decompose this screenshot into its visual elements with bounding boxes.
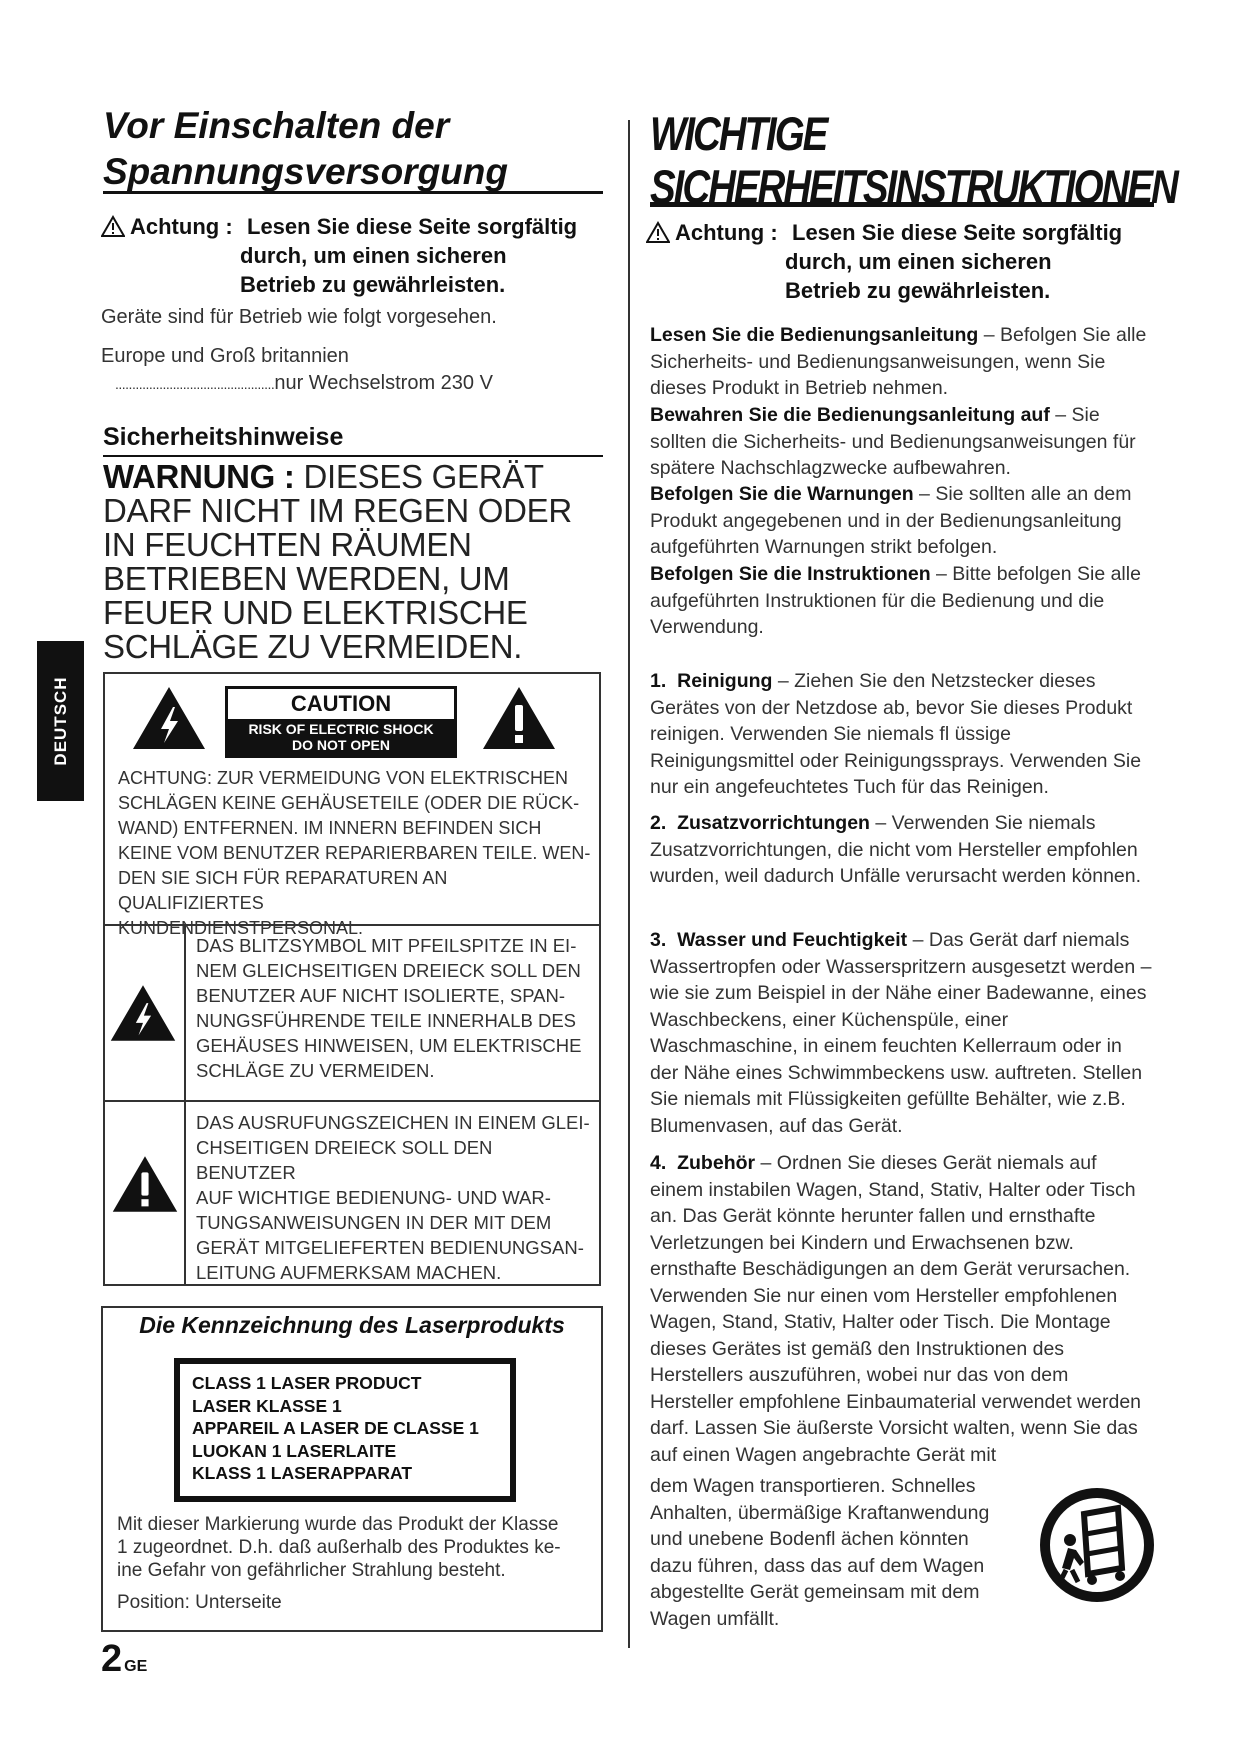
laser-description	[117, 1513, 597, 1582]
numbered-item	[650, 1150, 1155, 1468]
caution-label	[225, 686, 457, 758]
right-attention-label: Achtung :	[675, 220, 778, 245]
column-divider	[628, 120, 630, 1648]
numbered-item	[650, 927, 1155, 1139]
numbered-item-continuation	[650, 1473, 1010, 1632]
numbered-item	[650, 810, 1155, 890]
exclamation-text-line: AUF WICHTIGE BEDIENUNG- UND WAR-	[196, 1187, 551, 1208]
lightning-triangle-icon	[109, 983, 177, 1043]
warning-line: DIESES GERÄT	[303, 458, 544, 495]
caution-label-warning	[228, 719, 454, 755]
intended-use: Geräte sind für Betrieb wie folgt vorgesehen.	[101, 306, 497, 328]
laser-label-line: CLASS 1 LASER PRODUCT	[192, 1373, 422, 1393]
laser-desc-line: ine Gefahr von gefährlicher Strahlung besteht.	[117, 1560, 506, 1581]
item-text: – Ordnen Sie dieses Gerät niemals auf einem instabilen Wagen, Stand, Stativ, Halter oder Tisch an. Das Gerät könnte herunter fallen und ernsthafte Verletzungen bei Kindern und Erwachsenen bzw. ernsthafte Beschädigungen an dem Gerät verursachen. Verwenden Sie nur einen vom Hersteller empfohlenen Wagen, Stand, Stativ, Halter oder Tisch. Die Montage dieses Gerätes ist gemäß den Instruktionen des Herstellers auszuführen, wobei nur das von dem Hersteller empfohlene Einbaumaterial verwendet werden darf. Lassen Sie äußerste Vorsicht walten, wenn Sie das auf einen Wagen angebrachte Gerät mit	[650, 1152, 1142, 1466]
item-number: 2.	[650, 812, 667, 834]
page-number-value: 2	[101, 1638, 123, 1680]
item-text: – Das Gerät darf niemals Wassertropfen oder Wasserspritzern ausgesetzt werden – wie sie zum Beispiel in der Nähe einer Badewanne, eines Waschbeckens, einer Küchenspüle, einer Waschmaschine, in einem feuchten Kellerraum oder in der Nähe eines Schwimmbeckens usw. auftreten. Stellen Sie niemals mit Flüssigkeiten gefüllte Behälter, wie z.B. Blumenvasen, auf das Gerät.	[650, 929, 1152, 1137]
page-number-suffix: GE	[124, 1658, 148, 1675]
right-title	[650, 107, 1177, 213]
paragraph-text: – Bitte befolgen Sie alle aufgeführten Instruktionen für die Bedienung und die Verwendung.	[650, 563, 1141, 638]
safety-rule	[103, 455, 603, 457]
left-attention-line2: durch, um einen sicheren	[240, 243, 507, 268]
paragraph-head: Befolgen Sie die Instruktionen	[650, 563, 931, 585]
laser-desc-line: 1 zugeordnet. D.h. daß außerhalb des Produktes ke-	[117, 1537, 561, 1558]
item-head: Zubehör	[677, 1152, 756, 1174]
left-title	[103, 103, 603, 195]
caution-text-line: ACHTUNG: ZUR VERMEIDUNG VON ELEKTRISCHEN	[118, 768, 569, 788]
item-number: 4.	[650, 1152, 667, 1174]
instruction-paragraph	[650, 481, 1155, 561]
numbered-item	[650, 668, 1155, 801]
lightning-explanation	[196, 933, 596, 1083]
instruction-paragraph	[650, 561, 1155, 641]
paragraph-text: – Befolgen Sie alle Sicherheits- und Bedienungsanweisungen, wenn Sie dieses Produkt in Betrieb nehmen.	[650, 324, 1147, 399]
caution-text-line: KEINE VOM BENUTZER REPARIERBAREN TEILE. WEN-	[118, 843, 591, 863]
warning-line: SCHLÄGE ZU VERMEIDEN.	[103, 628, 523, 665]
lightning-text-line: GEHÄUSES HINWEISEN, UM ELEKTRISCHE	[196, 1035, 582, 1056]
instruction-paragraph	[650, 402, 1155, 482]
instruction-paragraph	[650, 322, 1155, 402]
power-dots: ...............................................	[115, 376, 275, 392]
caution-text-line: DEN SIE SICH FÜR REPARATUREN AN QUALIFIZIERTES	[118, 868, 448, 913]
page-number	[101, 1638, 147, 1681]
warning-triangle-icon	[101, 215, 125, 237]
icon-column-divider	[184, 924, 186, 1286]
side-tab-label: DEUTSCH	[50, 676, 70, 766]
paragraph-text: – Sie sollten alle an dem Produkt angegebenen und in der Bedienungsanleitung aufgeführten Warnungen strikt befolgen.	[650, 483, 1132, 558]
exclamation-text-line: LEITUNG AUFMERKSAM MACHEN.	[196, 1262, 502, 1283]
caution-label-line1: RISK OF ELECTRIC SHOCK	[248, 721, 434, 737]
laser-label-line: LUOKAN 1 LASERLAITE	[192, 1440, 397, 1461]
left-attention-line1: Lesen Sie diese Seite sorgfältig	[247, 214, 578, 239]
warning-triangle-icon	[646, 221, 670, 243]
caution-divider	[103, 1100, 601, 1102]
exclamation-explanation	[196, 1110, 596, 1285]
right-title-line2: SICHERHEITSINSTRUKTIONEN	[650, 160, 1177, 213]
left-title-line2: Spannungsversorgung	[103, 151, 508, 192]
item-number: 1.	[650, 670, 667, 692]
caution-label-title: CAUTION	[290, 691, 392, 716]
laser-class-label	[174, 1358, 516, 1502]
lightning-text-line: NEM GLEICHSEITIGEN DREIECK SOLL DEN	[196, 960, 581, 981]
exclamation-text-line: GERÄT MITGELIEFERTEN BEDIENUNGSAN-	[196, 1237, 584, 1258]
region: Europe und Groß britannien	[101, 345, 349, 367]
left-attention-label: Achtung :	[130, 214, 233, 239]
caution-text	[118, 766, 598, 941]
lightning-triangle-icon	[131, 685, 207, 751]
warning-label: WARNUNG :	[103, 458, 295, 495]
right-attention-line3: Betrieb zu gewährleisten.	[785, 278, 1051, 303]
exclamation-triangle-icon	[111, 1154, 179, 1214]
item-text: – Ziehen Sie den Netzstecker dieses Gerätes von der Netzdose ab, bevor Sie dieses Produkt reinigen. Verwenden Sie niemals fl üssige Reinigungsmittel oder Reinigungssprays. Verwenden Sie nur ein angefeuchtetes Tuch für das Reinigen.	[650, 670, 1142, 798]
item-head: Reinigung	[677, 670, 773, 692]
item-number: 3.	[650, 929, 667, 951]
laser-label-line: LASER KLASSE 1	[192, 1395, 342, 1416]
paragraph-head: Lesen Sie die Bedienungsanleitung	[650, 324, 979, 346]
caution-divider	[103, 924, 601, 926]
paragraph-head: Befolgen Sie die Warnungen	[650, 483, 914, 505]
safety-heading: Sicherheitshinweise	[103, 423, 344, 451]
warning-line: DARF NICHT IM REGEN ODER	[103, 492, 572, 529]
warning-line: FEUER UND ELEKTRISCHE	[103, 594, 528, 631]
exclamation-triangle-icon	[481, 685, 557, 751]
laser-position: Position: Unterseite	[117, 1592, 282, 1613]
exclamation-text-line: DAS AUSRUFUNGSZEICHEN IN EINEM GLEI-	[196, 1112, 590, 1133]
left-attention-line3: Betrieb zu gewährleisten.	[240, 272, 506, 297]
left-title-line1: Vor Einschalten der	[103, 105, 450, 146]
item-head: Zusatzvorrichtungen	[677, 812, 870, 834]
laser-label-line: KLASS 1 LASERAPPARAT	[192, 1463, 413, 1483]
exclamation-text-line: CHSEITIGEN DREIECK SOLL DEN BENUTZER	[196, 1137, 493, 1183]
left-attention	[101, 212, 601, 302]
right-title-line1: WICHTIGE	[650, 107, 827, 160]
power-spec: nur Wechselstrom 230 V	[274, 372, 493, 394]
caution-label-line2: DO NOT OPEN	[291, 737, 390, 753]
cart-tip-over-warning-icon	[1040, 1488, 1154, 1602]
lightning-text-line: SCHLÄGE ZU VERMEIDEN.	[196, 1060, 435, 1081]
warning-line: BETRIEBEN WERDEN, UM	[103, 560, 510, 597]
right-title-rule	[650, 202, 1154, 207]
paragraph-text: – Sie sollten die Sicherheits- und Bedienungsanweisungen für spätere Nachschlagzwecke aufbewahren.	[650, 404, 1136, 479]
caution-text-line: SCHLÄGEN KEINE GEHÄUSETEILE (ODER DIE RÜCK-	[118, 793, 580, 813]
language-side-tab	[37, 641, 84, 801]
warning-block	[103, 460, 603, 664]
paragraph-head: Bewahren Sie die Bedienungsanleitung auf	[650, 404, 1050, 426]
lightning-text-line: DAS BLITZSYMBOL MIT PFEILSPITZE IN EI-	[196, 935, 577, 956]
left-title-rule	[103, 191, 603, 194]
power-line	[115, 370, 493, 397]
right-attention-line1: Lesen Sie diese Seite sorgfältig	[792, 220, 1123, 245]
right-attention-line2: durch, um einen sicheren	[785, 249, 1052, 274]
caution-text-line: WAND) ENTFERNEN. IM INNERN BEFINDEN SICH	[118, 818, 542, 838]
lightning-text-line: NUNGSFÜHRENDE TEILE INNERHALB DES	[196, 1010, 577, 1031]
item-head: Wasser und Feuchtigkeit	[677, 929, 908, 951]
laser-title: Die Kennzeichnung des Laserprodukts	[139, 1312, 565, 1338]
exclamation-text-line: TUNGSANWEISUNGEN IN DER MIT DEM	[196, 1212, 552, 1233]
caution-text-line: KUNDENDIENSTPERSONAL.	[118, 918, 364, 938]
warning-line: IN FEUCHTEN RÄUMEN	[103, 526, 472, 563]
lightning-text-line: BENUTZER AUF NICHT ISOLIERTE, SPAN-	[196, 985, 566, 1006]
item-text: dem Wagen transportieren. Schnelles Anhalten, übermäßige Kraftanwendung und unebene Bodenfl ächen könnten dazu führen, dass das auf dem Wagen abgestellte Gerät gemeinsam mit dem Wagen umfällt.	[650, 1475, 990, 1630]
item-text: – Verwenden Sie niemals Zusatzvorrichtungen, die nicht vom Hersteller empfohlen wurden, weil dadurch Unfälle verursacht werden können.	[650, 812, 1142, 887]
laser-desc-line: Mit dieser Markierung wurde das Produkt der Klasse	[117, 1514, 559, 1535]
laser-label-line: APPAREIL A LASER DE CLASSE 1	[192, 1418, 479, 1438]
right-attention	[646, 218, 1151, 308]
